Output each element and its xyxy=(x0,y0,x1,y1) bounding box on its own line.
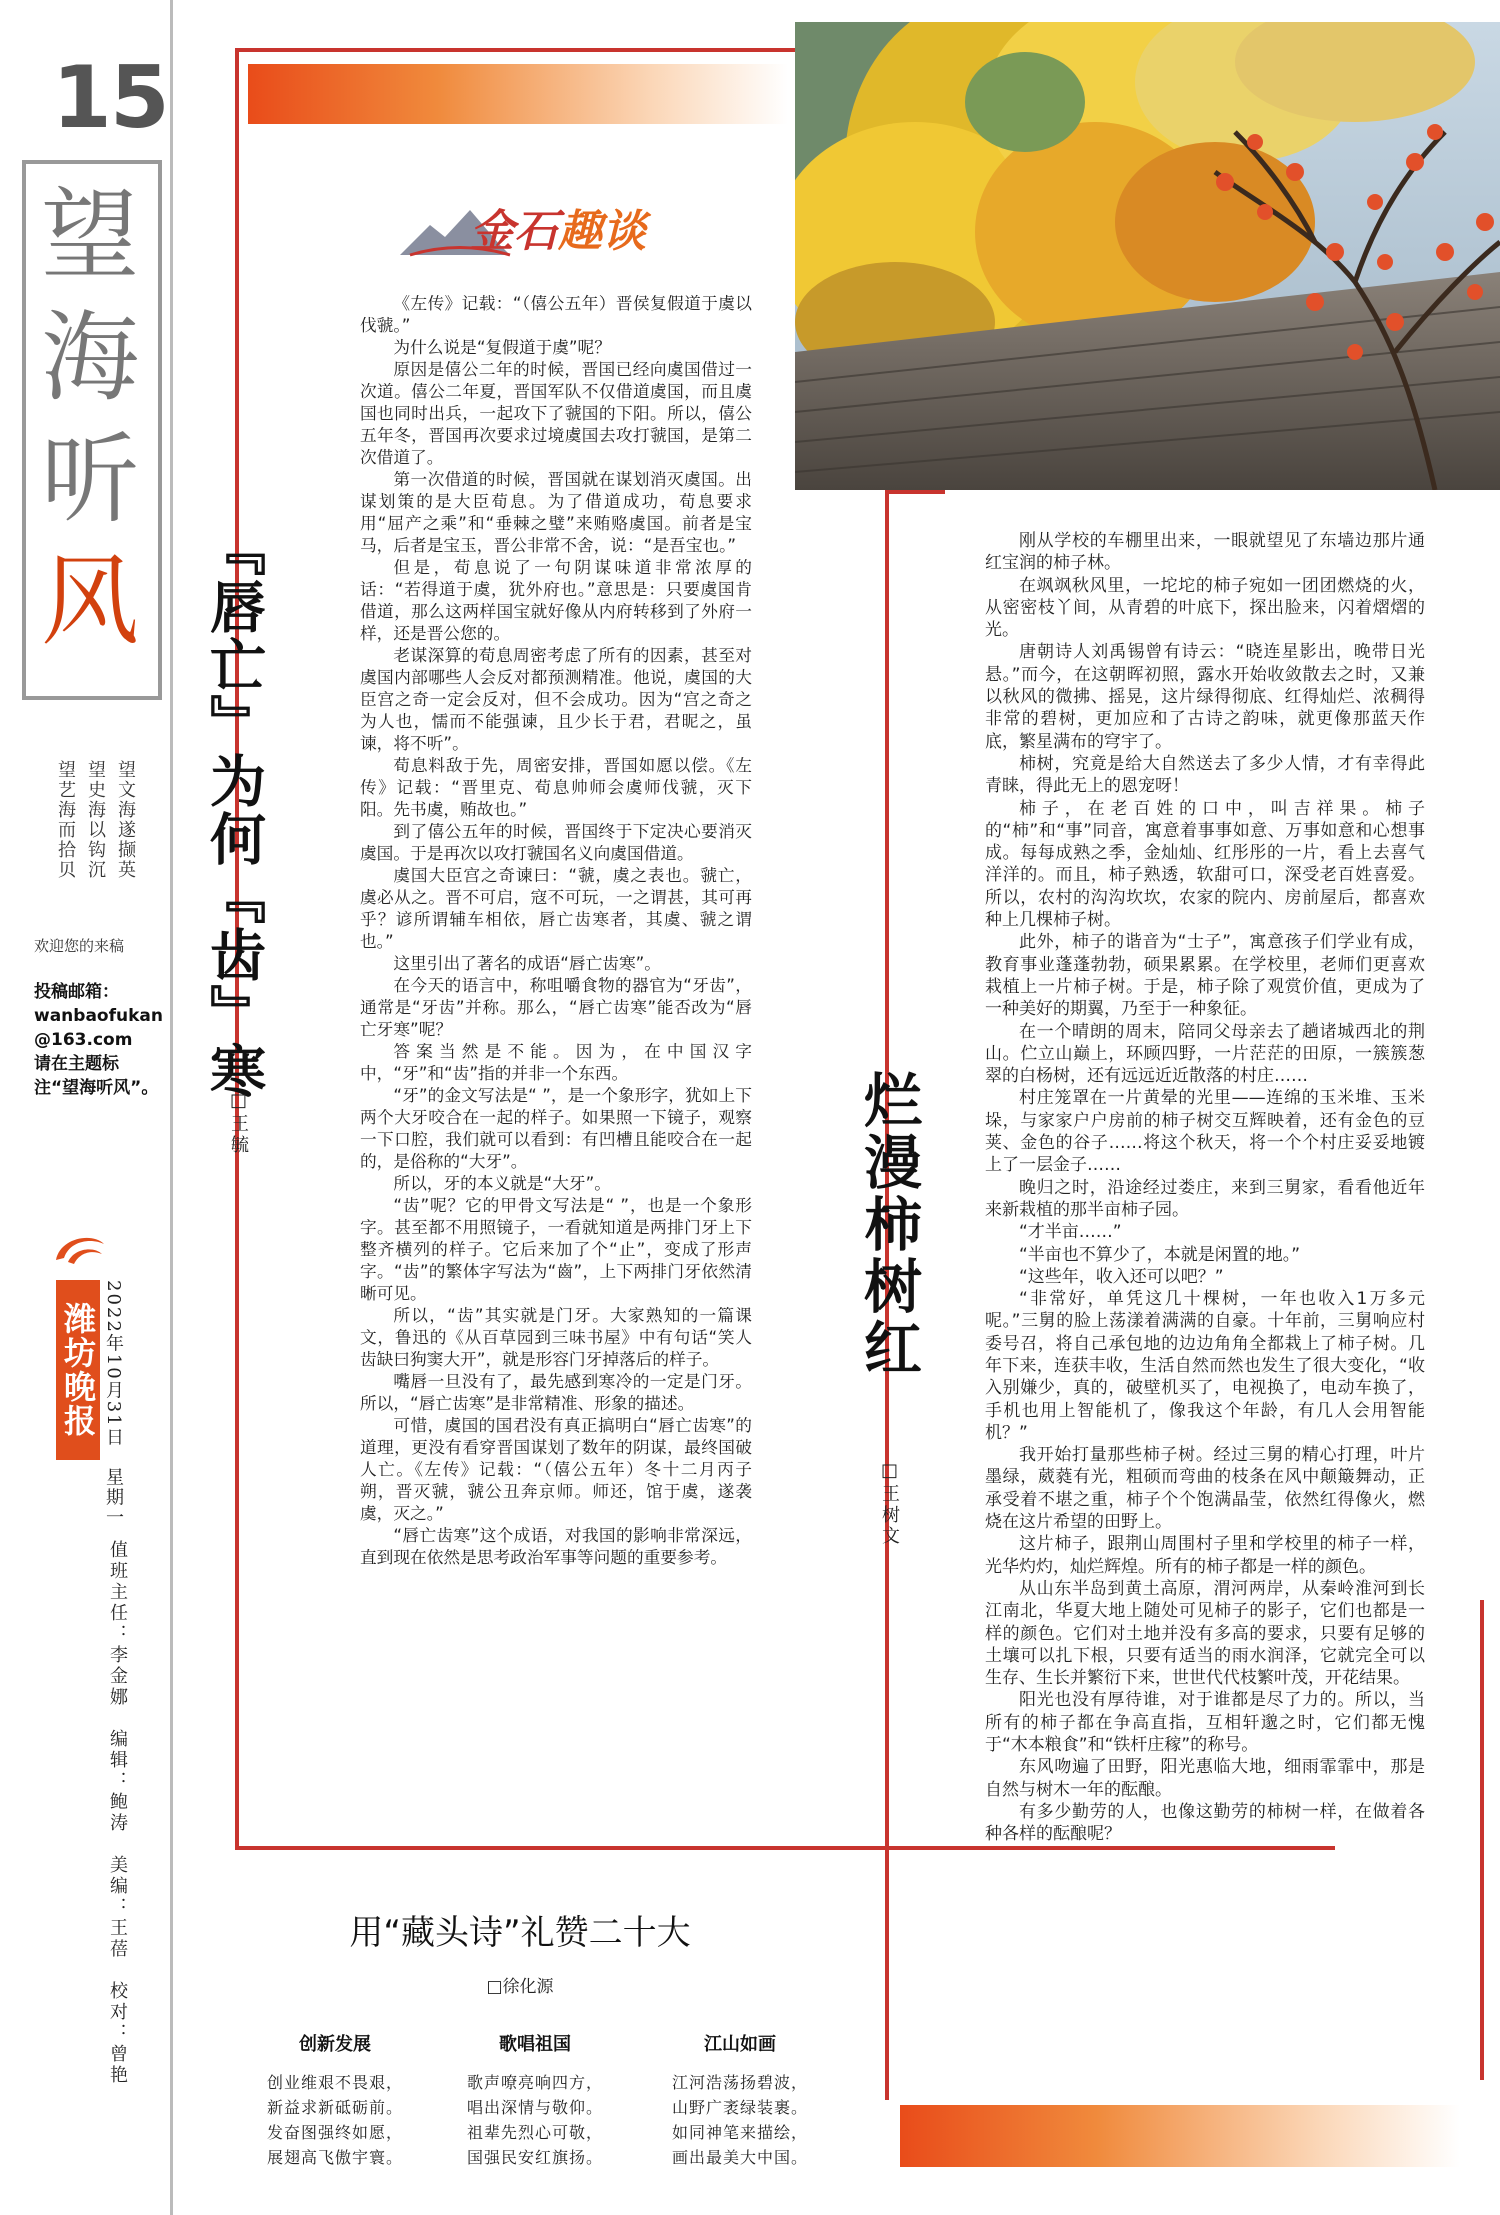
column-title-char: 望 xyxy=(40,179,139,293)
paragraph: “才半亩……” xyxy=(1019,1222,1122,1243)
welcome-text: 欢迎您的来稿 xyxy=(34,937,125,955)
persimmon-tree-photo xyxy=(795,22,1500,490)
poem-heading: 歌唱祖国 xyxy=(499,2034,571,2055)
article-title: 烂漫柿树红 xyxy=(854,1070,922,1380)
article-body xyxy=(360,292,752,1568)
issue-date: 2022年10月31日 星期一 xyxy=(103,1280,124,1528)
poem-line: 画出最美大中国。 xyxy=(671,2148,808,2167)
paragraph: 所以，“齿”其实就是门牙。大家熟知的一篇课文，鲁迅的《从百草园到三味书屋》中有句话“笑人齿缺曰狗窦大开”，就是形容门牙掉落后的样子。 xyxy=(360,1305,752,1369)
article-title: 『唇亡』为何『齿』寒 xyxy=(201,520,266,1100)
email-note: 请在主题标注“望海听风”。 xyxy=(34,1054,159,1098)
paragraph: 所以，牙的本义就是“大牙”。 xyxy=(393,1173,611,1193)
paragraph: 在今天的语言中，称咀嚼食物的器官为“牙齿”，通常是“牙齿”并称。那么，“唇亡齿寒”能否改为“唇亡牙寒”呢？ xyxy=(360,975,752,1039)
paragraph: 我开始打量那些柿子树。经过三舅的精心打理，叶片墨绿，葳蕤有光，粗硕而弯曲的枝条在风中颠簸舞动，正承受着不堪之重，柿子个个饱满晶莹，依然红得像火，燃烧在这片希望的田野上。 xyxy=(985,1445,1425,1533)
paragraph: 刚从学校的车棚里出来，一眼就望见了东墙边那片通红宝润的柿子林。 xyxy=(985,531,1425,574)
paragraph: “牙”的金文写法是“ ”，是一个象形字，犹如上下两个大牙咬合在一起的样子。如果照一下镜子，观察一下口腔，我们就可以看到：有凹槽且能咬合在一起的，是俗称的“大牙”。 xyxy=(360,1085,752,1171)
paragraph: 老谋深算的荀息周密考虑了所有的因素，甚至对虞国内部哪些人会反对都预测精准。他说，虞国的大臣宫之奇一定会反对，但不会成功。因为“宫之奇之为人也，懦而不能强谏，且少长于君，君昵之，虽谏，将不听”。 xyxy=(360,645,752,753)
column-subtitle-line: 望艺海而拾贝 xyxy=(55,760,76,880)
paragraph: 此外，柿子的谐音为“士子”，寓意孩子们学业有成，教育事业蓬蓬勃勃，硕果累累。在学校里，老师们更喜欢栽植上一片柿子树。于是，柿子除了观赏价值，更成为了一种美好的期翼，乃至于一种象征。 xyxy=(985,932,1425,1020)
poem-heading: 创新发展 xyxy=(299,2034,371,2055)
column-title-char: 听 xyxy=(40,423,139,537)
paragraph: 荀息料敌于先，周密安排，晋国如愿以偿。《左传》记载：“晋里克、荀息帅师会虞师伐虢，灭下阳。先书虞，贿故也。” xyxy=(360,755,752,819)
column-subtitle-line: 望史海以钩沉 xyxy=(85,760,106,880)
paragraph: 这里引出了著名的成语“唇亡齿寒”。 xyxy=(393,953,661,973)
paragraph: 村庄笼罩在一片黄晕的光里——连绵的玉米堆、玉米垛，与家家户户房前的柿子树交互辉映着，还有金色的豆荚、金色的谷子……将这个秋天，将一个个村庄妥妥地镀上了一层金子…… xyxy=(985,1088,1425,1176)
paragraph: 嘴唇一旦没有了，最先感到寒冷的一定是门牙。所以，“唇亡齿寒”是非常精准、形象的描述。 xyxy=(360,1371,752,1413)
column-subtitle-line: 望文海遂撷英 xyxy=(115,760,136,880)
decorative-gradient-bar xyxy=(248,64,788,124)
paragraph: 有多少勤劳的人，也像这勤劳的柿树一样，在做着各种各样的酝酿呢？ xyxy=(985,1801,1425,1845)
poem-line: 创业维艰不畏艰， xyxy=(266,2073,403,2092)
column-title xyxy=(40,175,140,663)
poem-block xyxy=(655,2030,825,2170)
poem-line: 江河浩荡扬碧波， xyxy=(671,2073,808,2092)
contribution-info xyxy=(34,980,164,1100)
staff-credits: 值班主任：李金娜 编辑：鲍涛 美编：王蓓 校对：曾艳 xyxy=(107,1540,128,2086)
paragraph: “齿”呢？它的甲骨文写法是“ ”，也是一个象形字。甚至都不用照镜子，一看就知道是两排门牙上下整齐横列的样子。它后来加了个“止”，变成了形声字。“齿”的繁体字写法为“齒”，上下两排门牙依然清晰可见。 xyxy=(360,1195,752,1303)
poem-block xyxy=(450,2030,620,2170)
poem-heading: 江山如画 xyxy=(704,2034,776,2055)
decorative-gradient-bar xyxy=(900,2105,1460,2167)
paragraph: 到了僖公五年的时候，晋国终于下定决心要消灭虞国。于是再次以攻打虢国名义向虞国借道。 xyxy=(360,821,752,863)
paragraph: “半亩也不算少了，本就是闲置的地。” xyxy=(1019,1244,1301,1265)
frame-line xyxy=(885,490,945,494)
frame-line xyxy=(235,48,795,52)
paragraph: 这片柿子，跟荆山周围村子里和学校里的柿子一样，光华灼灼，灿烂辉煌。所有的柿子都是一样的颜色。 xyxy=(985,1534,1425,1577)
paragraph: 为什么说是“复假道于虞”呢？ xyxy=(393,337,611,357)
paragraph: 虞国大臣宫之奇谏曰：“虢，虞之表也。虢亡，虞必从之。晋不可启，寇不可玩，一之谓甚，其可再乎？谚所谓辅车相依，唇亡齿寒者，其虞、虢之谓也。” xyxy=(360,865,752,951)
poem-line: 如同神笔来描绘， xyxy=(671,2123,808,2142)
paragraph: 第一次借道的时候，晋国就在谋划消灭虞国。出谋划策的是大臣荀息。为了借道成功，荀息要求用“屈产之乘”和“垂棘之璧”来贿赂虞国。前者是宝马，后者是宝玉，晋公非常不舍，说：“是吾宝也。” xyxy=(360,469,752,555)
email-address-2[interactable]: @163.com xyxy=(34,1030,133,1050)
frame-line xyxy=(235,1846,1335,1850)
section-header xyxy=(470,195,646,259)
paragraph: “非常好，单凭这几十棵树，一年也收入1万多元呢。”三舅的脸上荡漾着满满的自豪。十年前，三舅响应村委号召，将自己承包地的边边角角全都栽上了柿子树。几年下来，连获丰收，生活自然而然也发生了很大变化，“收入别嫌少，真的，破壁机买了，电视换了，电动车换了，手机也用上智能机了，像我这个年龄，有几人会用智能机？” xyxy=(985,1289,1425,1443)
newspaper-logo: 潍坊晚报 xyxy=(56,1280,100,1460)
column-title-char: 海 xyxy=(40,301,139,415)
poem-line: 唱出深情与敬仰。 xyxy=(466,2098,603,2117)
poem-line: 祖辈先烈心可敬， xyxy=(466,2123,603,2142)
column-title-char: 风 xyxy=(40,545,139,659)
newspaper-logo-icon xyxy=(52,1230,108,1270)
paragraph: 唐朝诗人刘禹锡曾有诗云：“晓连星影出，晚带日光悬。”而今，在这朝晖初照，露水开始收敛散去之时，又兼以秋风的微拂、摇晃，这片绿得彻底、红得灿烂、浓稠得非常的碧树，更加应和了古诗之韵味，就更像那蓝天作底，繁星满布的穹宇了。 xyxy=(985,642,1425,752)
poem-line: 展翅高飞傲宇寰。 xyxy=(266,2148,403,2167)
paragraph: “这些年，收入还可以吧？” xyxy=(1019,1266,1224,1287)
paragraph: 柿子，在老百姓的口中，叫吉祥果。柿子的“柿”和“事”同音，寓意着事事如意、万事如意和心想事成。每每成熟之季，金灿灿、红彤彤的一片，看上去喜气洋洋的。而且，柿子熟透，软甜可口，深受老百姓喜爱。所以，农村的沟沟坎坎，农家的院内、房前屋后，都喜欢种上几棵柿子树。 xyxy=(985,798,1425,931)
paragraph: “唇亡齿寒”这个成语，对我国的影响非常深远，直到现在依然是思考政治军事等问题的重要参考。 xyxy=(360,1525,752,1567)
article-author: □王树文 xyxy=(879,1460,900,1547)
column-subtitle xyxy=(46,760,136,920)
frame-line xyxy=(1480,1600,1484,2080)
paragraph: 柿树，究竟是给大自然送去了多少人情，才有幸得此青睐，得此无上的恩宠呀！ xyxy=(985,753,1425,797)
article-body xyxy=(985,530,1425,1846)
paragraph: 原因是僖公二年的时候，晋国已经向虞国借过一次道。僖公二年夏，晋国军队不仅借道虞国，而且虞国也同时出兵，一起攻下了虢国的下阳。所以，僖公五年冬，晋国再次要求过境虞国去攻打虢国，是第二次借道了。 xyxy=(360,359,752,467)
poem-line: 国强民安红旗扬。 xyxy=(466,2148,603,2167)
poem-line: 发奋图强终如愿， xyxy=(266,2123,403,2142)
poem-line: 山野广袤绿装裹。 xyxy=(671,2098,808,2117)
paragraph: 答案当然是不能。因为，在中国汉字中，“牙”和“齿”指的并非一个东西。 xyxy=(360,1041,752,1083)
poem-line: 歌声嘹亮响四方， xyxy=(466,2073,603,2092)
paragraph: 从山东半岛到黄土高原，渭河两岸，从秦岭淮河到长江南北，华夏大地上随处可见柿子的影子，它们也都是一样的颜色。它们对土地并没有多高的要求，只要有足够的土壤可以扎下根，只要有适当的雨水润泽，它就完全可以生存、生长并繁衍下来，世世代代枝繁叶茂，开花结果。 xyxy=(985,1578,1425,1689)
paragraph: 可惜，虞国的国君没有真正搞明白“唇亡齿寒”的道理，更没有看穿晋国谋划了数年的阴谋，最终国破人亡。《左传》记载：“（僖公五年）冬十二月丙子朔，晋灭虢，虢公丑奔京师。师还，馆于虞，遂袭虞，灭之。” xyxy=(360,1415,752,1523)
section-header-part: 趣谈 xyxy=(558,206,646,257)
poem-author: □徐化源 xyxy=(486,1977,554,1997)
paragraph: 在飒飒秋风里，一坨坨的柿子宛如一团团燃烧的火，从密密枝丫间，从青碧的叶底下，探出脸来，闪着熠熠的光。 xyxy=(985,575,1425,641)
email-address-1[interactable]: wanbaofukan xyxy=(34,1006,163,1026)
poem-line: 新益求新砥砺前。 xyxy=(266,2098,403,2117)
email-label: 投稿邮箱： xyxy=(34,982,119,1002)
paragraph: 但是，荀息说了一句阴谋味道非常浓厚的话：“若得道于虞，犹外府也。”意思是：只要虞国肯借道，那么这两样国宝就好像从内府转移到了外府一样，还是晋公您的。 xyxy=(360,557,752,643)
paragraph: 《左传》记载：“（僖公五年）晋侯复假道于虞以伐虢。” xyxy=(360,293,752,335)
paragraph: 晚归之时，沿途经过娄庄，来到三舅家，看看他近年来新栽植的那半亩柿子园。 xyxy=(985,1177,1425,1220)
poem-block xyxy=(250,2030,420,2170)
page-number: 15 xyxy=(52,48,168,148)
poem-title: 用“藏头诗”礼赞二十大 xyxy=(349,1913,691,1953)
section-header-part: 金石 xyxy=(470,206,558,257)
strip-divider xyxy=(170,0,173,2215)
article-author: □王毓 xyxy=(228,1090,249,1156)
paragraph: 在一个晴朗的周末，陪同父母亲去了趟诸城西北的荆山。伫立山巅上，环顾四野，一片茫茫的田原，一簇簇葱翠的白杨树，还有远远近近散落的村庄…… xyxy=(985,1021,1425,1087)
paragraph: 阳光也没有厚待谁，对于谁都是尽了力的。所以，当所有的柿子都在争高直指，互相轩邈之时，它们都无愧于“木本粮食”和“铁杆庄稼”的称号。 xyxy=(985,1690,1425,1756)
paragraph: 东风吻遍了田野，阳光惠临大地，细雨霏霏中，那是自然与树木一年的酝酿。 xyxy=(985,1757,1425,1800)
